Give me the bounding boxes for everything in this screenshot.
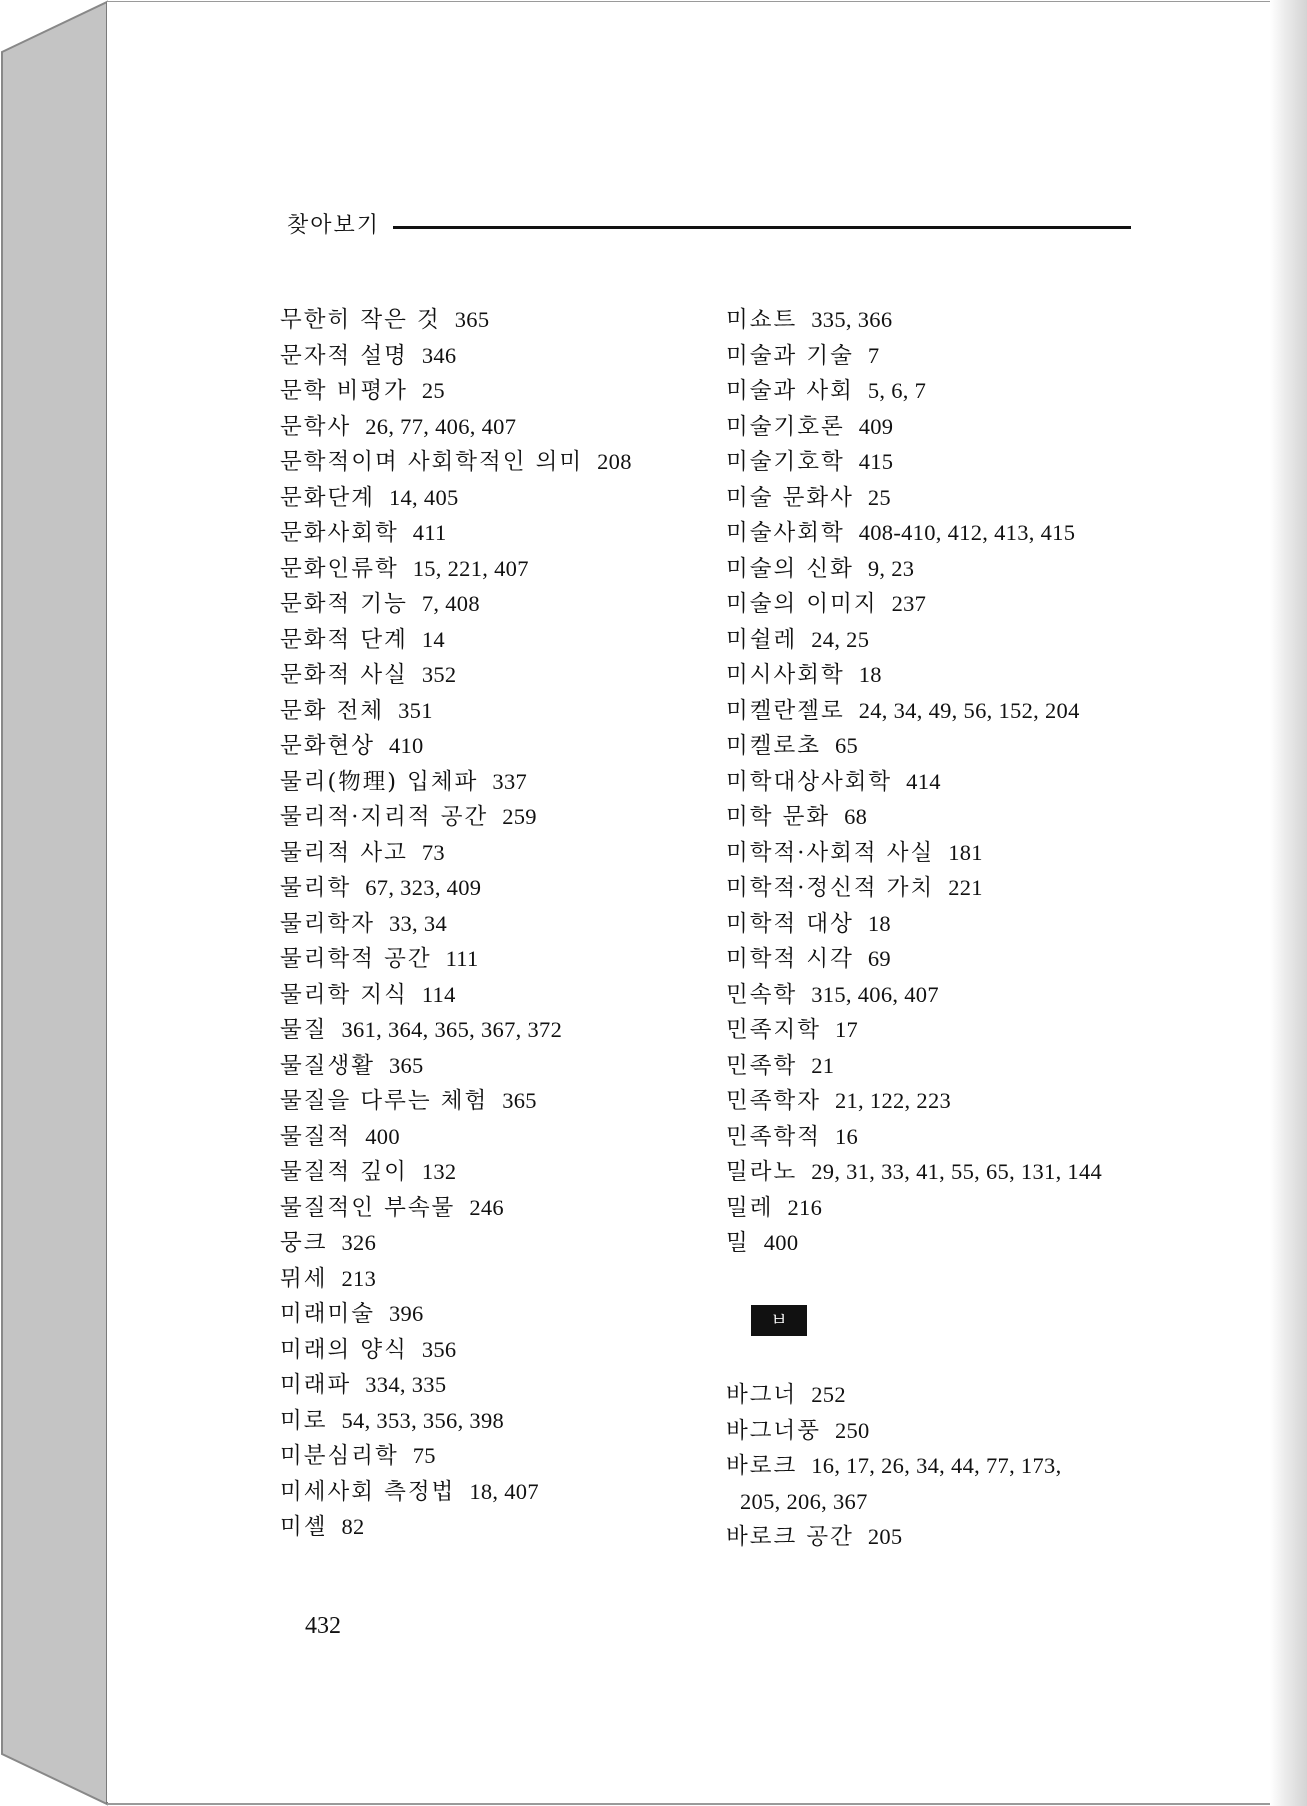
index-entry (726, 1519, 1146, 1555)
index-entry (726, 1484, 1146, 1520)
index-entry-pages: 252 (811, 1382, 846, 1407)
index-entry (280, 622, 700, 658)
index-entry-pages: 400 (365, 1123, 400, 1149)
index-entry-pages: 24, 25 (811, 626, 870, 652)
index-entry (726, 1154, 1146, 1190)
index-entry (726, 1012, 1146, 1048)
index-entry-term: 물질적 (280, 1123, 352, 1150)
index-entry-term: 미분심리학 (280, 1443, 399, 1469)
index-entry-term: 바그너풍 (726, 1417, 821, 1444)
index-entry-pages: 21 (811, 1052, 835, 1078)
index-entry-term: 미술과 기술 (726, 342, 854, 369)
index-entry (726, 835, 1146, 871)
index-entry (726, 338, 1146, 374)
index-entry (280, 1403, 700, 1439)
index-entry (280, 586, 700, 622)
index-entry-term: 물리학 (280, 875, 352, 901)
index-entry-term: 문화현상 (280, 733, 375, 759)
index-entry-term: 문학적이며 사회학적인 의미 (280, 449, 584, 475)
index-entry-pages: 29, 31, 33, 41, 55, 65, 131, 144 (811, 1159, 1103, 1184)
index-entry (280, 1083, 700, 1119)
index-entry-term: 미켈란젤로 (726, 697, 845, 724)
index-entry (280, 1367, 700, 1403)
index-entry-term: 미래파 (280, 1372, 352, 1398)
index-entry-pages: 365 (502, 1088, 537, 1113)
index-entry (280, 799, 700, 835)
index-entry (280, 551, 700, 587)
index-entry (280, 1474, 700, 1510)
index-entry-pages: 346 (421, 342, 457, 368)
index-entry (280, 1012, 700, 1048)
index-entry-term: 뭉크 (280, 1230, 328, 1256)
index-entry-term: 밀 (726, 1230, 750, 1256)
index-entry-pages: 259 (502, 804, 537, 829)
index-entry (280, 302, 700, 338)
index-entry-pages: 181 (948, 839, 983, 865)
index-entry-pages: 361, 364, 365, 367, 372 (341, 1017, 563, 1042)
index-entry-pages: 68 (844, 804, 868, 829)
index-entry-pages: 205 (867, 1524, 903, 1549)
page-number: 432 (305, 1613, 341, 1639)
index-entry-pages: 400 (763, 1230, 799, 1255)
index-entry-pages: 16 (834, 1123, 859, 1149)
index-entry-term: 문화적 기능 (280, 591, 408, 617)
index-entry (280, 444, 700, 480)
index-entry-term: 무한히 작은 것 (280, 307, 441, 333)
index-entry-pages: 14, 405 (388, 484, 459, 510)
index-entry (280, 728, 700, 764)
index-entry-term: 물질적인 부속물 (280, 1194, 456, 1221)
index-entry-term: 미학대상사회학 (726, 768, 893, 795)
index-column-right-b-section (726, 1377, 1146, 1555)
index-entry (280, 1225, 700, 1261)
index-entry-pages: 111 (445, 946, 479, 971)
index-entry-term: 문화사회학 (280, 520, 399, 546)
index-entry-term: 미술과 사회 (726, 378, 854, 404)
index-entry-term: 미술기호론 (726, 413, 845, 440)
index-entry (726, 1448, 1146, 1484)
index-entry-pages: 67, 323, 409 (365, 875, 482, 900)
index-entry-term: 바그너 (726, 1382, 798, 1408)
index-entry-pages: 315, 406, 407 (811, 981, 939, 1007)
index-entry-term: 미시사회학 (726, 662, 845, 688)
index-entry (280, 1296, 700, 1332)
index-entry-term: 미술의 신화 (726, 555, 854, 582)
index-entry (280, 338, 700, 374)
index-entry (280, 409, 700, 445)
index-entry-term: 문화단계 (280, 484, 375, 511)
index-entry-pages: 409 (858, 413, 894, 439)
index-entry-term: 물리(物理) 입체파 (280, 768, 479, 795)
index-entry (280, 373, 700, 409)
index-entry (726, 480, 1146, 516)
index-entry-pages: 411 (412, 520, 447, 545)
index-entry (280, 977, 700, 1013)
index-entry-pages: 18, 407 (469, 1478, 539, 1504)
index-entry-pages: 335, 366 (811, 307, 893, 332)
index-entry-pages: 33, 34 (388, 910, 448, 936)
index-entry-term: 물리적·지리적 공간 (280, 804, 489, 830)
index-entry-term: 문학사 (280, 413, 352, 440)
index-entry (726, 1083, 1146, 1119)
index-entry-pages: 25 (421, 378, 445, 403)
index-entry (280, 1154, 700, 1190)
index-entry-term: 문화적 사실 (280, 662, 408, 688)
index-entry-term: 미학적·정신적 가치 (726, 875, 935, 901)
index-entry-term: 미쉴레 (726, 626, 798, 653)
index-entry (280, 835, 700, 871)
index-entry-term: 민속학 (726, 981, 798, 1008)
index-entry (726, 870, 1146, 906)
index-entry-pages: 14 (421, 626, 445, 652)
index-entry-term: 미쇼트 (726, 307, 798, 333)
index-entry-term: 미학 문화 (726, 804, 831, 830)
index-entry-term: 물질적 깊이 (280, 1159, 408, 1185)
section-marker-bieup: ㅂ (751, 1305, 807, 1336)
index-entry (726, 977, 1146, 1013)
index-entry-pages: 15, 221, 407 (412, 555, 529, 581)
index-entry-term: 밀레 (726, 1194, 774, 1221)
index-entry (726, 693, 1146, 729)
index-entry-pages: 326 (341, 1230, 377, 1255)
index-entry-term: 민족학 (726, 1052, 798, 1079)
index-entry-pages: 7, 408 (421, 591, 480, 616)
index-entry-pages: 356 (421, 1336, 457, 1362)
index-entry (280, 1261, 700, 1297)
index-entry (726, 1225, 1146, 1261)
index-entry-term: 물리학 지식 (280, 981, 408, 1008)
index-entry (280, 941, 700, 977)
index-entry-term: 문학 비평가 (280, 378, 408, 404)
index-entry (726, 373, 1146, 409)
index-entry (726, 515, 1146, 551)
index-entry-pages: 250 (834, 1417, 870, 1443)
index-entry (280, 515, 700, 551)
index-entry-pages: 18 (858, 662, 882, 687)
index-entry-pages: 410 (388, 733, 424, 758)
index-entry-term: 민족학적 (726, 1123, 821, 1150)
index-entry-pages: 69 (867, 946, 891, 971)
index-entry-term: 바로크 (726, 1453, 798, 1479)
index-entry (280, 1509, 700, 1545)
index-entry (280, 1119, 700, 1155)
index-entry-pages: 415 (858, 449, 894, 474)
index-entry-term: 물리학자 (280, 910, 375, 937)
index-entry (280, 1190, 700, 1226)
index-entry (280, 657, 700, 693)
index-entry-pages: 365 (388, 1052, 424, 1078)
index-entry-pages: 21, 122, 223 (834, 1088, 952, 1113)
index-entry-term: 미학적 시각 (726, 946, 854, 972)
index-entry (280, 1332, 700, 1368)
index-entry-term: 문자적 설명 (280, 342, 408, 369)
index-entry-pages: 132 (421, 1159, 457, 1184)
index-entry-term: 미셸 (280, 1514, 328, 1540)
index-entry (726, 551, 1146, 587)
index-entry (726, 941, 1146, 977)
index-entry (280, 764, 700, 800)
index-entry-pages: 17 (834, 1017, 859, 1042)
index-entry-term: 미술 문화사 (726, 484, 854, 511)
index-entry (726, 409, 1146, 445)
running-header (287, 208, 1131, 242)
index-entry-term: 물질 (280, 1017, 328, 1043)
index-entry (726, 657, 1146, 693)
index-entry-term: 미학적 대상 (726, 910, 854, 937)
index-entry-term: 문화적 단계 (280, 626, 408, 653)
index-entry-pages: 352 (421, 662, 457, 687)
index-entry-pages: 208 (597, 449, 632, 474)
index-entry-pages: 65 (834, 733, 859, 758)
index-entry-term: 미래미술 (280, 1301, 375, 1327)
index-entry-pages: 396 (388, 1301, 424, 1326)
index-entry-pages: 334, 335 (365, 1372, 447, 1397)
index-entry-term: 바로크 공간 (726, 1524, 854, 1550)
index-column-right (726, 302, 1146, 1261)
index-entry-term: 물리적 사고 (280, 839, 408, 866)
index-entry-pages: 9, 23 (867, 555, 915, 581)
index-entry (280, 693, 700, 729)
index-entry (726, 1119, 1146, 1155)
index-entry (726, 799, 1146, 835)
index-entry-pages: 408-410, 412, 413, 415 (858, 520, 1076, 545)
index-entry-term: 물리학적 공간 (280, 946, 432, 972)
index-entry-pages: 18 (867, 910, 891, 936)
index-entry (726, 302, 1146, 338)
index-entry-term: 뮈세 (280, 1265, 328, 1292)
index-entry (280, 1048, 700, 1084)
index-entry (726, 728, 1146, 764)
header-title: 찾아보기 (287, 213, 381, 238)
index-entry-pages: 414 (906, 768, 941, 794)
index-entry-pages: 213 (341, 1265, 377, 1291)
index-entry-pages: 216 (787, 1194, 823, 1220)
index-entry-term: 문화인류학 (280, 555, 399, 582)
header-rule (393, 226, 1131, 229)
index-entry (726, 1377, 1146, 1413)
index-entry-pages: 75 (412, 1443, 436, 1468)
index-entry-pages: 246 (469, 1194, 504, 1220)
index-entry (726, 444, 1146, 480)
page-right-shadow (1270, 0, 1307, 1806)
index-entry-term: 밀라노 (726, 1159, 798, 1185)
index-entry (280, 906, 700, 942)
index-entry-term: 미로 (280, 1407, 328, 1434)
index-entry-term: 미학적·사회적 사실 (726, 839, 935, 866)
index-entry-pages-continued: 205, 206, 367 (740, 1488, 868, 1514)
index-entry-term: 미래의 양식 (280, 1336, 408, 1363)
index-entry (726, 586, 1146, 622)
index-entry-pages: 114 (421, 981, 456, 1007)
index-entry-term: 미술기호학 (726, 449, 845, 475)
index-entry-pages: 337 (492, 768, 528, 794)
index-entry-term: 민족학자 (726, 1088, 821, 1114)
index-entry-term: 미술사회학 (726, 520, 845, 546)
index-entry-pages: 365 (454, 307, 490, 332)
index-entry-pages: 73 (421, 839, 445, 865)
index-entry-term: 미술의 이미지 (726, 591, 878, 617)
index-entry-term: 물질을 다루는 체험 (280, 1088, 489, 1114)
index-entry-pages: 7 (867, 342, 880, 368)
index-entry-pages: 351 (398, 697, 433, 723)
index-entry-pages: 16, 17, 26, 34, 44, 77, 173, (811, 1453, 1062, 1478)
spine-face (2, 2, 107, 1804)
index-entry-pages: 26, 77, 406, 407 (365, 413, 517, 439)
index-entry-term: 물질생활 (280, 1052, 375, 1079)
index-entry (726, 906, 1146, 942)
index-entry (726, 1048, 1146, 1084)
index-entry-pages: 5, 6, 7 (867, 378, 927, 403)
index-entry (726, 622, 1146, 658)
index-entry (726, 764, 1146, 800)
index-entry-pages: 54, 353, 356, 398 (341, 1407, 505, 1433)
index-column-left (280, 302, 700, 1545)
index-entry-pages: 25 (867, 484, 891, 510)
index-entry (726, 1190, 1146, 1226)
index-entry (280, 870, 700, 906)
index-entry-pages: 24, 34, 49, 56, 152, 204 (858, 697, 1080, 723)
index-entry (726, 1413, 1146, 1449)
index-entry-term: 문화 전체 (280, 697, 385, 724)
index-entry-term: 미켈로초 (726, 733, 821, 759)
index-entry-pages: 221 (948, 875, 983, 900)
index-entry (280, 480, 700, 516)
index-entry (280, 1438, 700, 1474)
index-entry-term: 민족지학 (726, 1017, 821, 1043)
index-entry-pages: 82 (341, 1514, 365, 1539)
index-entry-term: 미세사회 측정법 (280, 1478, 456, 1505)
index-entry-pages: 237 (891, 591, 927, 616)
